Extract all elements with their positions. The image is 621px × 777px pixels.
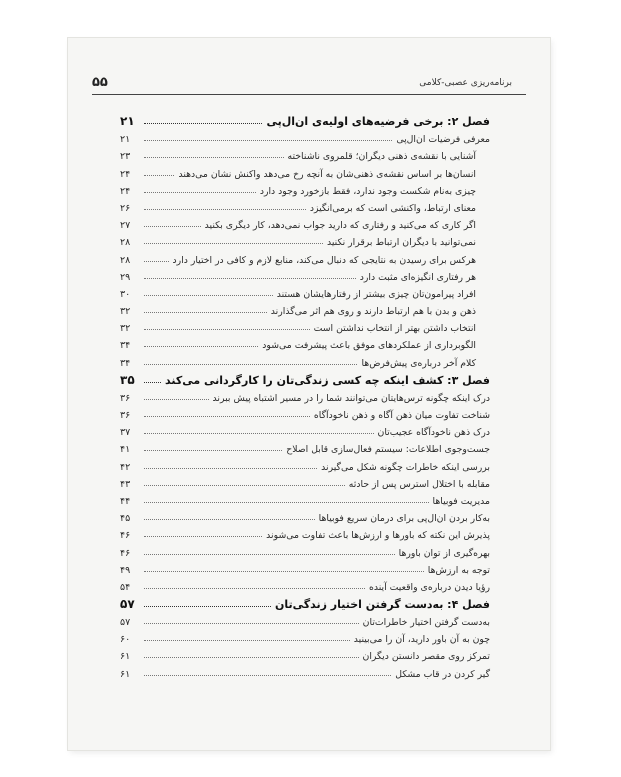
toc-chapter-row [120, 593, 490, 611]
table-of-contents [120, 110, 490, 680]
entry-title: ذهن و بدن با هم ارتباط دارند و روی هم اثر می‌گذارند [270, 306, 476, 318]
dot-leader [144, 433, 374, 434]
entry-title: چیزی به‌نام شکست وجود ندارد، فقط بازخورد وجود دارد [259, 185, 476, 197]
entry-page-number: ۳۵ [120, 372, 135, 387]
toc-entry-row [120, 266, 490, 283]
entry-page-number: ۶۰ [120, 634, 131, 646]
header-title: برنامه‌ریزی عصبی-کلامی [419, 78, 512, 88]
entry-page-number: ۲۱ [120, 134, 131, 146]
entry-page-number: ۲۷ [120, 220, 131, 232]
chapter-title: فصل ۲: برخی فرضیه‌های اولیه‌ی ان‌ال‌پی [266, 115, 490, 128]
dot-leader [144, 226, 201, 227]
dot-leader [144, 295, 273, 296]
dot-leader [144, 623, 359, 624]
entry-page-number: ۴۳ [120, 478, 131, 490]
dot-leader [144, 329, 310, 330]
entry-page-number: ۲۱ [120, 114, 135, 128]
toc-entry-row [120, 351, 490, 368]
toc-entry-row [120, 145, 490, 162]
dot-leader [144, 606, 271, 607]
entry-title: هرکس برای رسیدن به نتایجی که دنبال می‌کند، منابع لازم و کافی در اختیار دارد [172, 254, 476, 266]
toc-entry-row [120, 197, 490, 214]
entry-page-number: ۳۲ [120, 306, 131, 318]
dot-leader [144, 346, 258, 347]
entry-title: هر رفتاری انگیزه‌ای مثبت دارد [359, 271, 476, 283]
dot-leader [144, 588, 365, 589]
entry-title: آشنایی با نقشه‌ی ذهنی دیگران؛ قلمروی ناشناخته [287, 151, 476, 163]
dot-leader [144, 519, 315, 520]
toc-entry-row [120, 559, 490, 576]
entry-title: اگر کاری که می‌کنید و رفتاری که دارید جواب نمی‌دهد، کار دیگری بکنید [204, 220, 476, 232]
toc-entry-row [120, 214, 490, 231]
toc-entry-row [120, 300, 490, 317]
entry-title: رؤیا دیدن درباره‌ی واقعیت آینده [368, 581, 490, 593]
entry-title: توجه به ارزش‌ها [427, 564, 490, 576]
entry-title: پذیرش این نکته که باورها و ارزش‌ها باعث تفاوت می‌شوند [266, 530, 490, 542]
entry-title: انسان‌ها بر اساس نقشه‌ی ذهنی‌شان به آنچه رخ می‌دهد واکنش نشان می‌دهند [178, 168, 476, 180]
entry-page-number: ۲۴ [120, 185, 131, 197]
entry-page-number: ۲۹ [120, 271, 131, 283]
toc-entry-row [120, 248, 490, 265]
running-header [92, 75, 526, 95]
toc-entry-row [120, 576, 490, 593]
dot-leader [144, 502, 429, 503]
dot-leader [144, 416, 310, 417]
entry-title: افراد پیرامون‌تان چیزی بیشتر از رفتارهایشان هستند [276, 288, 476, 300]
dot-leader [144, 657, 359, 658]
entry-title: مدیریت فوبیاها [432, 495, 490, 507]
dot-leader [144, 140, 392, 141]
entry-page-number: ۲۸ [120, 237, 131, 249]
entry-page-number: ۳۰ [120, 288, 131, 300]
dot-leader [144, 261, 169, 262]
entry-page-number: ۶۱ [120, 651, 131, 663]
dot-leader [144, 209, 306, 210]
dot-leader [144, 485, 345, 486]
entry-page-number: ۴۴ [120, 495, 131, 507]
entry-page-number: ۵۷ [120, 617, 131, 629]
toc-entry-row [120, 473, 490, 490]
dot-leader [144, 450, 282, 451]
entry-page-number: ۳۴ [120, 340, 131, 352]
toc-entry-row [120, 628, 490, 645]
entry-page-number: ۶۱ [120, 668, 131, 680]
entry-title: مقابله با اختلال استرس پس از حادثه [348, 478, 490, 490]
dot-leader [144, 399, 209, 400]
toc-chapter-row [120, 369, 490, 387]
entry-page-number: ۳۶ [120, 392, 131, 404]
entry-page-number: ۳۶ [120, 410, 131, 421]
entry-title: الگوبرداری از عملکردهای موفق باعث پیشرفت می‌شود [262, 340, 476, 352]
dot-leader [144, 278, 356, 279]
dot-leader [144, 175, 174, 176]
toc-entry-row [120, 421, 490, 438]
entry-title: تمرکز روی مقصر دانستن دیگران [362, 651, 490, 663]
toc-entry-row [120, 490, 490, 507]
chapter-title: فصل ۴: به‌دست گرفتن اختیار زندگی‌تان [274, 597, 490, 611]
entry-page-number: ۲۸ [120, 254, 131, 266]
entry-title: بهره‌گیری از توان باورها [398, 547, 490, 559]
entry-title: کلام آخر درباره‌ی پیش‌فرض‌ها [361, 357, 476, 369]
entry-title: به‌کار بردن ان‌ال‌پی برای درمان سریع فوبیاها [318, 513, 490, 525]
toc-entry-row [120, 128, 490, 145]
toc-entry-row [120, 507, 490, 524]
entry-title: جست‌وجوی اطلاعات: سیستم فعال‌سازی قابل اصلاح [286, 444, 490, 456]
entry-title: انتخاب داشتن بهتر از انتخاب نداشتن است [313, 323, 476, 335]
entry-title: چون به آن باور دارید، آن را می‌بینید [353, 634, 490, 646]
entry-title: بررسی اینکه خاطرات چگونه شکل می‌گیرند [321, 461, 490, 473]
entry-title: معرفی فرضیات ان‌ال‌پی [396, 134, 490, 146]
entry-page-number: ۴۱ [120, 444, 131, 456]
toc-entry-row [120, 662, 490, 679]
toc-entry-row [120, 645, 490, 662]
entry-title: به‌دست گرفتن اختیار خاطرات‌تان [362, 617, 490, 629]
dot-leader [144, 123, 262, 124]
toc-entry-row [120, 317, 490, 334]
dot-leader [144, 571, 424, 572]
toc-entry-row [120, 162, 490, 179]
entry-title: گیر کردن در قاب مشکل [395, 668, 490, 680]
entry-page-number: ۴۵ [120, 513, 131, 525]
toc-entry-row [120, 334, 490, 351]
dot-leader [144, 536, 262, 537]
dot-leader [144, 468, 317, 469]
entry-page-number: ۴۲ [120, 461, 131, 473]
entry-title: معنای ارتباط، واکنشی است که برمی‌انگیزد [309, 202, 476, 214]
entry-page-number: ۲۶ [120, 202, 131, 214]
dot-leader [144, 640, 350, 641]
dot-leader [144, 157, 284, 158]
dot-leader [144, 243, 323, 244]
toc-entry-row [120, 231, 490, 248]
entry-page-number: ۵۷ [120, 596, 135, 611]
entry-page-number: ۴۹ [120, 564, 131, 576]
toc-entry-row [120, 387, 490, 404]
dot-leader [144, 192, 256, 193]
toc-entry-row [120, 455, 490, 472]
entry-title: درک ذهن ناخودآگاه عجیب‌تان [377, 427, 490, 439]
toc-entry-row [120, 524, 490, 541]
entry-page-number: ۳۲ [120, 323, 131, 335]
entry-page-number: ۴۶ [120, 530, 131, 542]
entry-page-number: ۳۷ [120, 427, 131, 439]
dot-leader [144, 312, 267, 313]
entry-page-number: ۵۴ [120, 581, 131, 593]
toc-entry-row [120, 283, 490, 300]
chapter-title: فصل ۳: کشف اینکه چه کسی زندگی‌تان را کارگردانی می‌کند [165, 373, 490, 387]
toc-entry-row [120, 438, 490, 455]
dot-leader [144, 554, 395, 555]
dot-leader [144, 675, 391, 676]
entry-page-number: ۳۴ [120, 357, 131, 369]
dot-leader [144, 364, 357, 365]
entry-title: درک اینکه چگونه ترس‌هایتان می‌توانند شما را در مسیر اشتباه پیش ببرند [212, 392, 490, 404]
entry-page-number: ۴۶ [120, 547, 131, 559]
entry-title: نمی‌توانید با دیگران ارتباط برقرار نکنید [326, 237, 476, 249]
toc-entry-row [120, 404, 490, 421]
entry-title: شناخت تفاوت میان ذهن آگاه و ذهن ناخودآگاه [313, 410, 490, 421]
toc-chapter-row [120, 110, 490, 128]
entry-page-number: ۲۴ [120, 168, 131, 180]
toc-entry-row [120, 611, 490, 628]
dot-leader [144, 382, 161, 383]
header-page-number: ۵۵ [92, 75, 108, 90]
entry-page-number: ۲۳ [120, 151, 131, 163]
toc-entry-row [120, 541, 490, 558]
toc-entry-row [120, 180, 490, 197]
